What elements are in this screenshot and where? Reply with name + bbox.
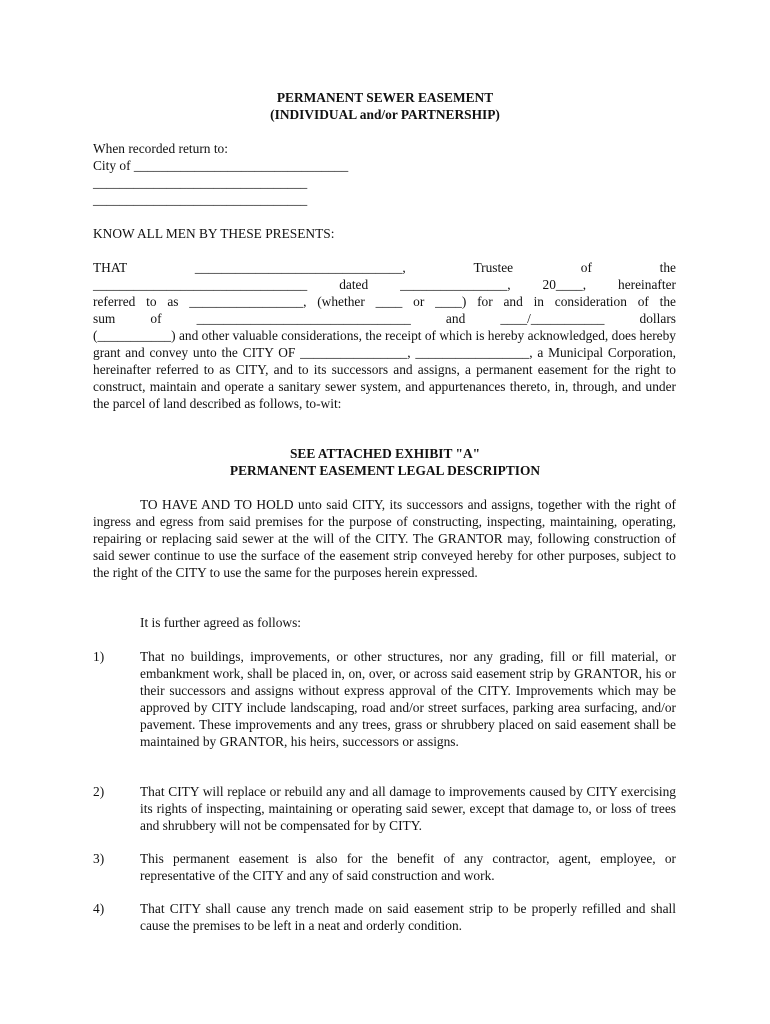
grant-line-1 xyxy=(93,259,676,276)
address-blank-line-2: ________________________________ xyxy=(93,192,308,207)
grant-line-3: referred to as _________________, (whether ____ or ____) for and in consideration of the xyxy=(93,294,676,309)
clause-number: 1) xyxy=(93,649,105,664)
grant-word: the xyxy=(659,260,676,275)
clause-text: That CITY will replace or rebuild any and all damage to improvements caused by CITY exercising its rights of inspecting, maintaining or operating said sewer, except that damage to, or loss of trees and shrubbery will not be compensated for by CITY. xyxy=(140,784,676,833)
clause-text: This permanent easement is also for the benefit of any contractor, agent, employee, or representative of the CITY and any of said construction and work. xyxy=(140,851,676,883)
grantor-name-blank: _______________________________, xyxy=(194,260,406,275)
clause-text: That CITY shall cause any trench made on said easement strip to be properly refilled and shall cause the premises to be left in a neat and orderly condition. xyxy=(140,901,676,933)
document-subtitle: (INDIVIDUAL and/or PARTNERSHIP) xyxy=(270,107,500,122)
grant-word: of xyxy=(580,260,592,275)
grant-line-2: ________________________________ dated ________________, 20____, hereinafter xyxy=(93,277,676,292)
habendum-paragraph: TO HAVE AND TO HOLD unto said CITY, its successors and assigns, together with the right of ingress and egress from said premises for the purpose of constructing, inspecting, maintaining, operating, repairing or replacing said sewer at the will of the CITY. The GRANTOR may, following construction of said sewer continue to use the surface of the easement strip conveyed hereby for other purposes, subject to the right of the CITY to use the same for the purposes herein expressed. xyxy=(93,497,676,580)
further-agreed: It is further agreed as follows: xyxy=(140,615,302,630)
exhibit-heading: SEE ATTACHED EXHIBIT "A" xyxy=(289,446,481,461)
grant-word: Trustee xyxy=(473,260,514,275)
return-to-label: When recorded return to: xyxy=(93,141,228,156)
address-blank-line-1: ________________________________ xyxy=(93,175,308,190)
clause-number: 2) xyxy=(93,784,105,799)
return-to-section xyxy=(93,140,676,208)
know-all-men: KNOW ALL MEN BY THESE PRESENTS: xyxy=(93,226,335,241)
document-title: PERMANENT SEWER EASEMENT xyxy=(276,90,494,105)
city-of-line: City of ________________________________ xyxy=(93,158,349,173)
clause-number: 3) xyxy=(93,851,105,866)
grant-word: THAT xyxy=(93,260,128,275)
clause-number: 4) xyxy=(93,901,105,916)
clause-text: That no buildings, improvements, or other structures, nor any grading, fill or fill material, or embankment work, shall be placed in, on, over, or across said easement strip by GRANTOR, his or their successors and assigns without express approval of the CITY. Improvements which may be approved by CITY include landscaping, road and/or street surfaces, parking area surfacing, and/or pavement. These improvements and any trees, grass or shrubbery placed on said easement shall be maintained by GRANTOR, his heirs, successors or assigns. xyxy=(140,649,676,749)
grant-body: (___________) and other valuable considerations, the receipt of which is hereby acknowledged, does hereby grant and convey unto the CITY OF ________________, _________________, a Municipal Corporation, hereinafter referred to as CITY, and to its successors and assigns, a permanent easement for the right to construct, maintain and operate a sanitary sewer system, and appurtenances thereto, in, through, and under the parcel of land described as follows, to-wit: xyxy=(93,328,676,411)
exhibit-subheading: PERMANENT EASEMENT LEGAL DESCRIPTION xyxy=(229,463,541,478)
grant-paragraph xyxy=(93,259,676,412)
grant-line-4: sum of ________________________________ and ____/___________ dollars xyxy=(93,311,676,326)
